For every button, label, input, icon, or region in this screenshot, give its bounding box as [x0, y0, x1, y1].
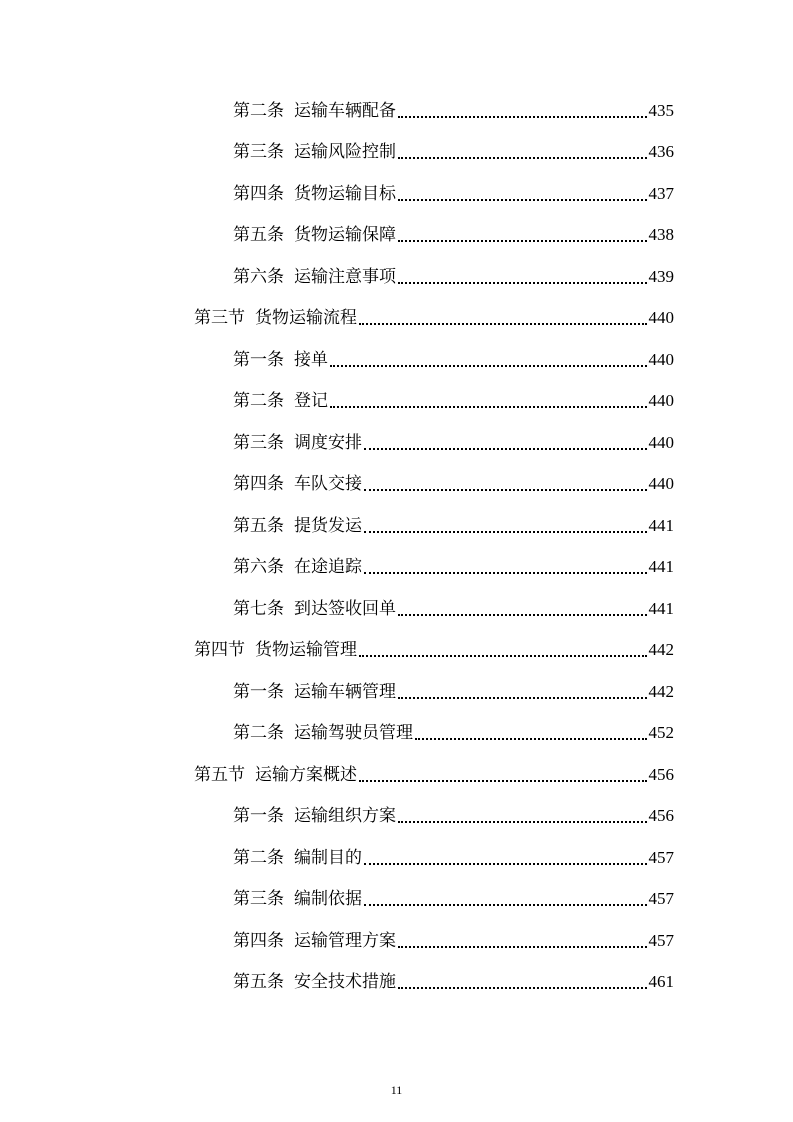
toc-entry-label: 第七条 — [233, 599, 284, 619]
toc-entry-label: 第五条 — [233, 972, 284, 992]
toc-entry-title: 在途追踪 — [294, 557, 362, 577]
toc-entry-page: 436 — [648, 142, 674, 161]
toc-entry-label: 第四条 — [233, 931, 284, 951]
toc-entry-label: 第六条 — [233, 557, 284, 577]
dot-leader — [330, 365, 647, 367]
toc-entry[interactable] — [233, 179, 674, 205]
toc-entry-page: 441 — [648, 599, 674, 618]
dot-leader — [359, 780, 647, 782]
toc-section-entry[interactable] — [194, 635, 674, 661]
dot-leader — [398, 282, 647, 284]
toc-entry-label: 第四条 — [233, 474, 284, 494]
toc-entry-label: 第二条 — [233, 101, 284, 121]
toc-entry-title: 货物运输保障 — [294, 225, 396, 245]
dot-leader — [398, 946, 647, 948]
toc-entry-page: 442 — [648, 682, 674, 701]
toc-entry-title: 调度安排 — [294, 433, 362, 453]
dot-leader — [364, 489, 647, 491]
toc-entry-title: 运输驾驶员管理 — [294, 723, 413, 743]
toc-entry-page: 441 — [648, 516, 674, 535]
dot-leader — [398, 987, 647, 989]
dot-leader — [398, 240, 647, 242]
toc-entry-page: 440 — [648, 433, 674, 452]
toc-entry-label: 第五条 — [233, 516, 284, 536]
toc-entry-label: 第五条 — [233, 225, 284, 245]
toc-entry[interactable] — [233, 967, 674, 993]
toc-entry[interactable] — [233, 801, 674, 827]
toc-entry-page: 439 — [648, 267, 674, 286]
dot-leader — [415, 738, 647, 740]
dot-leader — [398, 116, 647, 118]
toc-entry[interactable] — [233, 677, 674, 703]
toc-entry[interactable] — [233, 137, 674, 163]
toc-entry-page: 440 — [648, 474, 674, 493]
toc-entry-page: 457 — [648, 889, 674, 908]
dot-leader — [330, 406, 647, 408]
toc-entry-title: 到达签收回单 — [294, 599, 396, 619]
toc-entry-title: 运输方案概述 — [255, 765, 357, 785]
toc-section-entry[interactable] — [194, 303, 674, 329]
toc-entry-page: 442 — [648, 640, 674, 659]
toc-entry-label: 第四节 — [194, 640, 245, 660]
dot-leader — [364, 531, 647, 533]
toc-entry[interactable] — [233, 345, 674, 371]
dot-leader — [398, 157, 647, 159]
toc-entry-label: 第一条 — [233, 806, 284, 826]
toc-entry-label: 第一条 — [233, 682, 284, 702]
dot-leader — [359, 655, 647, 657]
toc-entry-page: 440 — [648, 308, 674, 327]
toc-entry-title: 登记 — [294, 391, 328, 411]
toc-entry-page: 438 — [648, 225, 674, 244]
toc-entry-title: 货物运输管理 — [255, 640, 357, 660]
toc-entry-title: 接单 — [294, 350, 328, 370]
toc-entry-label: 第六条 — [233, 267, 284, 287]
toc-entry-page: 452 — [648, 723, 674, 742]
toc-entry-title: 运输车辆配备 — [294, 101, 396, 121]
toc-entry-page: 435 — [648, 101, 674, 120]
toc-entry-label: 第一条 — [233, 350, 284, 370]
toc-entry-page: 441 — [648, 557, 674, 576]
toc-entry-title: 提货发运 — [294, 516, 362, 536]
page-number: 11 — [390, 1083, 403, 1097]
toc-entry-label: 第四条 — [233, 184, 284, 204]
toc-entry-label: 第三节 — [194, 308, 245, 328]
dot-leader — [364, 448, 647, 450]
toc-entry-label: 第五节 — [194, 765, 245, 785]
toc-entry-page: 456 — [648, 765, 674, 784]
toc-entry-page: 440 — [648, 350, 674, 369]
toc-entry-title: 货物运输流程 — [255, 308, 357, 328]
dot-leader — [398, 697, 647, 699]
toc-entry-title: 货物运输目标 — [294, 184, 396, 204]
toc-entry[interactable] — [233, 594, 674, 620]
toc-entry-title: 运输注意事项 — [294, 267, 396, 287]
toc-entry[interactable] — [233, 428, 674, 454]
toc-entry-page: 456 — [648, 806, 674, 825]
toc-entry-label: 第二条 — [233, 848, 284, 868]
toc-section-entry[interactable] — [194, 760, 674, 786]
toc-entry-label: 第二条 — [233, 391, 284, 411]
toc-entry[interactable] — [233, 96, 674, 122]
dot-leader — [398, 614, 647, 616]
toc-entry[interactable] — [233, 386, 674, 412]
toc-entry-label: 第三条 — [233, 433, 284, 453]
toc-entry[interactable] — [233, 262, 674, 288]
toc-entry-title: 编制目的 — [294, 848, 362, 868]
toc-entry[interactable] — [233, 843, 674, 869]
toc-entry[interactable] — [233, 220, 674, 246]
toc-entry-title: 运输风险控制 — [294, 142, 396, 162]
toc-entry-title: 安全技术措施 — [294, 972, 396, 992]
toc-entry-label: 第三条 — [233, 889, 284, 909]
toc-entry-title: 运输管理方案 — [294, 931, 396, 951]
toc-entry[interactable] — [233, 926, 674, 952]
toc-entry-page: 440 — [648, 391, 674, 410]
dot-leader — [364, 904, 647, 906]
toc-entry[interactable] — [233, 469, 674, 495]
dot-leader — [364, 572, 647, 574]
dot-leader — [364, 863, 647, 865]
toc-entry[interactable] — [233, 884, 674, 910]
toc-entry-page: 457 — [648, 931, 674, 950]
toc-entry-page: 457 — [648, 848, 674, 867]
toc-entry-label: 第三条 — [233, 142, 284, 162]
toc-entry[interactable] — [233, 718, 674, 744]
toc-entry[interactable] — [233, 552, 674, 578]
dot-leader — [359, 323, 647, 325]
toc-entry-title: 车队交接 — [294, 474, 362, 494]
toc-entry-label: 第二条 — [233, 723, 284, 743]
dot-leader — [398, 199, 647, 201]
toc-entry-title: 运输组织方案 — [294, 806, 396, 826]
toc-entry-page: 461 — [648, 972, 674, 991]
toc-entry-title: 编制依据 — [294, 889, 362, 909]
dot-leader — [398, 821, 647, 823]
toc-entry[interactable] — [233, 511, 674, 537]
toc-entry-page: 437 — [648, 184, 674, 203]
toc-entry-title: 运输车辆管理 — [294, 682, 396, 702]
